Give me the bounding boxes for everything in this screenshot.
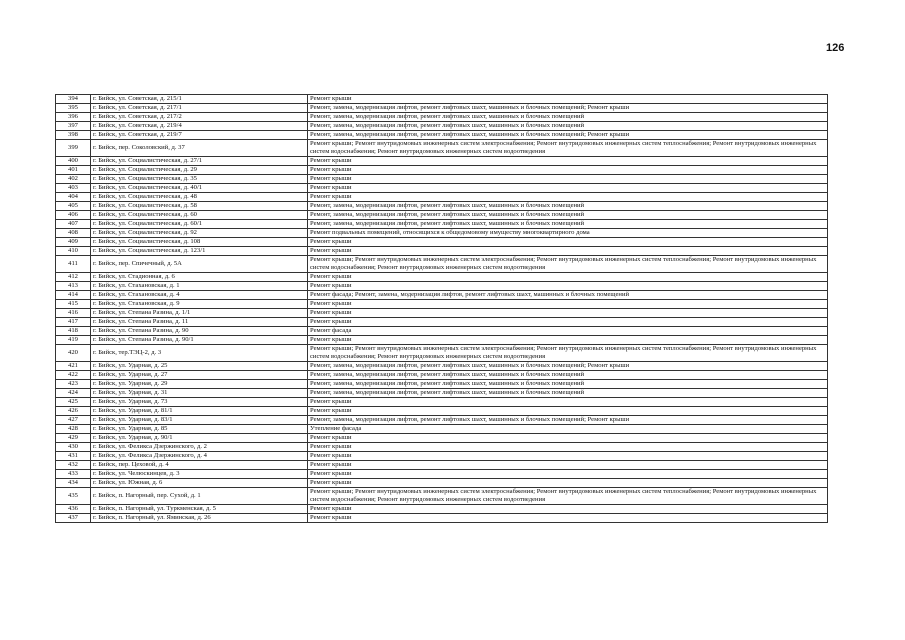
works-cell: Ремонт, замена, модернизация лифтов, ремонт лифтовых шахт, машинных и блочных помещений; Ремонт крыши [308,104,828,113]
row-number-cell: 402 [56,175,91,184]
row-number-cell: 424 [56,389,91,398]
address-cell: г. Бийск, ул. Социалистическая, д. 48 [91,193,308,202]
works-cell: Ремонт крыши [308,247,828,256]
row-number-cell: 398 [56,131,91,140]
table-row [56,345,828,362]
row-number-cell: 430 [56,443,91,452]
row-number-cell: 428 [56,425,91,434]
table-row [56,166,828,175]
table-row [56,470,828,479]
table-row [56,318,828,327]
table-row [56,238,828,247]
works-cell: Ремонт крыши [308,157,828,166]
works-cell: Ремонт, замена, модернизация лифтов, ремонт лифтовых шахт, машинных и блочных помещений [308,380,828,389]
address-cell: г. Бийск, ул. Ударная, д. 83/1 [91,416,308,425]
table-row [56,336,828,345]
table-row [56,479,828,488]
address-cell: г. Бийск, пер. Спичечный, д. 5А [91,256,308,273]
registry-table [55,94,828,523]
address-cell: г. Бийск, ул. Феликса Дзержинского, д. 4 [91,452,308,461]
table-row [56,425,828,434]
address-cell: г. Бийск, ул. Социалистическая, д. 58 [91,202,308,211]
address-cell: г. Бийск, ул. Ударная, д. 27 [91,371,308,380]
works-cell: Ремонт, замена, модернизация лифтов, ремонт лифтовых шахт, машинных и блочных помещений [308,113,828,122]
address-cell: г. Бийск, п. Нагорный, пер. Сухой, д. 1 [91,488,308,505]
row-number-cell: 410 [56,247,91,256]
row-number-cell: 422 [56,371,91,380]
works-cell: Ремонт крыши [308,300,828,309]
works-cell: Ремонт крыши [308,479,828,488]
row-number-cell: 404 [56,193,91,202]
address-cell: г. Бийск, ул. Степана Разина, д. 11 [91,318,308,327]
works-cell: Ремонт, замена, модернизация лифтов, ремонт лифтовых шахт, машинных и блочных помещений; Ремонт крыши [308,362,828,371]
address-cell: г. Бийск, ул. Советская, д. 219/7 [91,131,308,140]
row-number-cell: 420 [56,345,91,362]
table-row [56,380,828,389]
address-cell: г. Бийск, ул. Ударная, д. 31 [91,389,308,398]
works-cell: Ремонт крыши [308,175,828,184]
address-cell: г. Бийск, ул. Феликса Дзержинского, д. 2 [91,443,308,452]
works-cell: Ремонт крыши [308,238,828,247]
table-row [56,300,828,309]
table-row [56,389,828,398]
row-number-cell: 406 [56,211,91,220]
row-number-cell: 427 [56,416,91,425]
table-row [56,362,828,371]
row-number-cell: 429 [56,434,91,443]
table-row [56,95,828,104]
row-number-cell: 415 [56,300,91,309]
address-cell: г. Бийск, ул. Социалистическая, д. 40/1 [91,184,308,193]
registry-table-body [56,95,828,523]
table-row [56,398,828,407]
row-number-cell: 403 [56,184,91,193]
table-row [56,211,828,220]
row-number-cell: 433 [56,470,91,479]
works-cell: Ремонт крыши [308,273,828,282]
table-row [56,488,828,505]
table-row [56,104,828,113]
address-cell: г. Бийск, ул. Ударная, д. 85 [91,425,308,434]
works-cell: Утепление фасада [308,425,828,434]
row-number-cell: 436 [56,505,91,514]
address-cell: г. Бийск, ул. Ударная, д. 90/1 [91,434,308,443]
address-cell: г. Бийск, ул. Стахановская, д. 9 [91,300,308,309]
works-cell: Ремонт крыши; Ремонт внутридомовых инженерных систем электроснабжения; Ремонт внутридомовых инженерных систем теплоснабжения; Ремонт внутридомовых инженерных систем водоснабжения; Ремонт внутридомовых инженерных систем водоотведения [308,345,828,362]
address-cell: г. Бийск, пер. Соколовский, д. 37 [91,140,308,157]
row-number-cell: 394 [56,95,91,104]
row-number-cell: 431 [56,452,91,461]
works-cell: Ремонт крыши [308,398,828,407]
table-row [56,514,828,523]
address-cell: г. Бийск, ул. Советская, д. 219/4 [91,122,308,131]
table-row [56,220,828,229]
works-cell: Ремонт крыши [308,452,828,461]
row-number-cell: 405 [56,202,91,211]
works-cell: Ремонт фасада; Ремонт, замена, модернизация лифтов, ремонт лифтовых шахт, машинных и блочных помещений [308,291,828,300]
table-row [56,291,828,300]
row-number-cell: 400 [56,157,91,166]
works-cell: Ремонт крыши [308,505,828,514]
address-cell: г. Бийск, ул. Стадионная, д. 6 [91,273,308,282]
table-row [56,416,828,425]
table-row [56,184,828,193]
table-row [56,122,828,131]
table-row [56,452,828,461]
table-row [56,140,828,157]
address-cell: г. Бийск, ул. Степана Разина, д. 90/1 [91,336,308,345]
address-cell: г. Бийск, ул. Социалистическая, д. 35 [91,175,308,184]
row-number-cell: 425 [56,398,91,407]
works-cell: Ремонт крыши [308,336,828,345]
row-number-cell: 409 [56,238,91,247]
table-row [56,175,828,184]
row-number-cell: 426 [56,407,91,416]
address-cell: г. Бийск, ул. Ударная, д. 29 [91,380,308,389]
works-cell: Ремонт, замена, модернизация лифтов, ремонт лифтовых шахт, машинных и блочных помещений [308,122,828,131]
works-cell: Ремонт крыши [308,443,828,452]
table-row [56,309,828,318]
address-cell: г. Бийск, ул. Стахановская, д. 1 [91,282,308,291]
table-row [56,282,828,291]
works-cell: Ремонт, замена, модернизация лифтов, ремонт лифтовых шахт, машинных и блочных помещений [308,202,828,211]
address-cell: г. Бийск, ул. Южная, д. 6 [91,479,308,488]
address-cell: г. Бийск, ул. Советская, д. 217/2 [91,113,308,122]
works-cell: Ремонт фасада [308,327,828,336]
address-cell: г. Бийск, пер. Цеховой, д. 4 [91,461,308,470]
works-cell: Ремонт, замена, модернизация лифтов, ремонт лифтовых шахт, машинных и блочных помещений [308,371,828,380]
works-cell: Ремонт, замена, модернизация лифтов, ремонт лифтовых шахт, машинных и блочных помещений [308,211,828,220]
works-cell: Ремонт крыши [308,193,828,202]
works-cell: Ремонт, замена, модернизация лифтов, ремонт лифтовых шахт, машинных и блочных помещений; Ремонт крыши [308,416,828,425]
works-cell: Ремонт крыши [308,407,828,416]
address-cell: г. Бийск, ул. Ударная, д. 81/1 [91,407,308,416]
works-cell: Ремонт крыши; Ремонт внутридомовых инженерных систем электроснабжения; Ремонт внутридомовых инженерных систем теплоснабжения; Ремонт внутридомовых инженерных систем водоснабжения; Ремонт внутридомовых инженерных систем водоотведения [308,488,828,505]
works-cell: Ремонт крыши [308,95,828,104]
row-number-cell: 408 [56,229,91,238]
works-cell: Ремонт крыши [308,461,828,470]
address-cell: г. Бийск, п. Нагорный, ул. Туркменская, д. 5 [91,505,308,514]
works-cell: Ремонт крыши [308,470,828,479]
page-number: 126 [826,42,845,54]
works-cell: Ремонт крыши [308,282,828,291]
address-cell: г. Бийск, тер.ТЭЦ-2, д. 3 [91,345,308,362]
address-cell: г. Бийск, ул. Стахановская, д. 4 [91,291,308,300]
address-cell: г. Бийск, ул. Степана Разина, д. 90 [91,327,308,336]
row-number-cell: 419 [56,336,91,345]
works-cell: Ремонт крыши [308,514,828,523]
address-cell: г. Бийск, ул. Ударная, д. 73 [91,398,308,407]
table-row [56,505,828,514]
row-number-cell: 416 [56,309,91,318]
row-number-cell: 411 [56,256,91,273]
works-cell: Ремонт крыши; Ремонт внутридомовых инженерных систем электроснабжения; Ремонт внутридомовых инженерных систем теплоснабжения; Ремонт внутридомовых инженерных систем водоснабжения; Ремонт внутридомовых инженерных систем водоотведения [308,140,828,157]
table-row [56,113,828,122]
address-cell: г. Бийск, ул. Челюскинцев, д. 3 [91,470,308,479]
works-cell: Ремонт, замена, модернизация лифтов, ремонт лифтовых шахт, машинных и блочных помещений [308,220,828,229]
row-number-cell: 399 [56,140,91,157]
address-cell: г. Бийск, ул. Социалистическая, д. 27/1 [91,157,308,166]
table-row [56,371,828,380]
table-row [56,273,828,282]
table-row [56,202,828,211]
works-cell: Ремонт подвальных помещений, относящихся к общедомовому имуществу многоквартирного дома [308,229,828,238]
row-number-cell: 401 [56,166,91,175]
row-number-cell: 413 [56,282,91,291]
table-row [56,229,828,238]
address-cell: г. Бийск, п. Нагорный, ул. Яминская, д. 26 [91,514,308,523]
address-cell: г. Бийск, ул. Социалистическая, д. 29 [91,166,308,175]
row-number-cell: 435 [56,488,91,505]
table-row [56,256,828,273]
works-cell: Ремонт крыши [308,184,828,193]
address-cell: г. Бийск, ул. Социалистическая, д. 60 [91,211,308,220]
table-row [56,327,828,336]
table-row [56,193,828,202]
table-row [56,157,828,166]
address-cell: г. Бийск, ул. Социалистическая, д. 108 [91,238,308,247]
address-cell: г. Бийск, ул. Социалистическая, д. 123/1 [91,247,308,256]
table-row [56,461,828,470]
table-row [56,434,828,443]
row-number-cell: 421 [56,362,91,371]
table-row [56,407,828,416]
works-cell: Ремонт, замена, модернизация лифтов, ремонт лифтовых шахт, машинных и блочных помещений; Ремонт крыши [308,131,828,140]
address-cell: г. Бийск, ул. Социалистическая, д. 92 [91,229,308,238]
address-cell: г. Бийск, ул. Степана Разина, д. 1/1 [91,309,308,318]
row-number-cell: 434 [56,479,91,488]
row-number-cell: 423 [56,380,91,389]
works-cell: Ремонт, замена, модернизация лифтов, ремонт лифтовых шахт, машинных и блочных помещений [308,389,828,398]
works-cell: Ремонт крыши [308,434,828,443]
works-cell: Ремонт крыши; Ремонт внутридомовых инженерных систем электроснабжения; Ремонт внутридомовых инженерных систем теплоснабжения; Ремонт внутридомовых инженерных систем водоснабжения; Ремонт внутридомовых инженерных систем водоотведения [308,256,828,273]
table-row [56,443,828,452]
works-cell: Ремонт крыши [308,318,828,327]
address-cell: г. Бийск, ул. Советская, д. 217/1 [91,104,308,113]
works-cell: Ремонт крыши [308,166,828,175]
address-cell: г. Бийск, ул. Советская, д. 215/1 [91,95,308,104]
table-row [56,247,828,256]
row-number-cell: 396 [56,113,91,122]
row-number-cell: 414 [56,291,91,300]
row-number-cell: 437 [56,514,91,523]
works-cell: Ремонт крыши [308,309,828,318]
table-row [56,131,828,140]
row-number-cell: 432 [56,461,91,470]
row-number-cell: 418 [56,327,91,336]
row-number-cell: 395 [56,104,91,113]
row-number-cell: 412 [56,273,91,282]
row-number-cell: 417 [56,318,91,327]
row-number-cell: 407 [56,220,91,229]
address-cell: г. Бийск, ул. Ударная, д. 25 [91,362,308,371]
address-cell: г. Бийск, ул. Социалистическая, д. 60/1 [91,220,308,229]
row-number-cell: 397 [56,122,91,131]
